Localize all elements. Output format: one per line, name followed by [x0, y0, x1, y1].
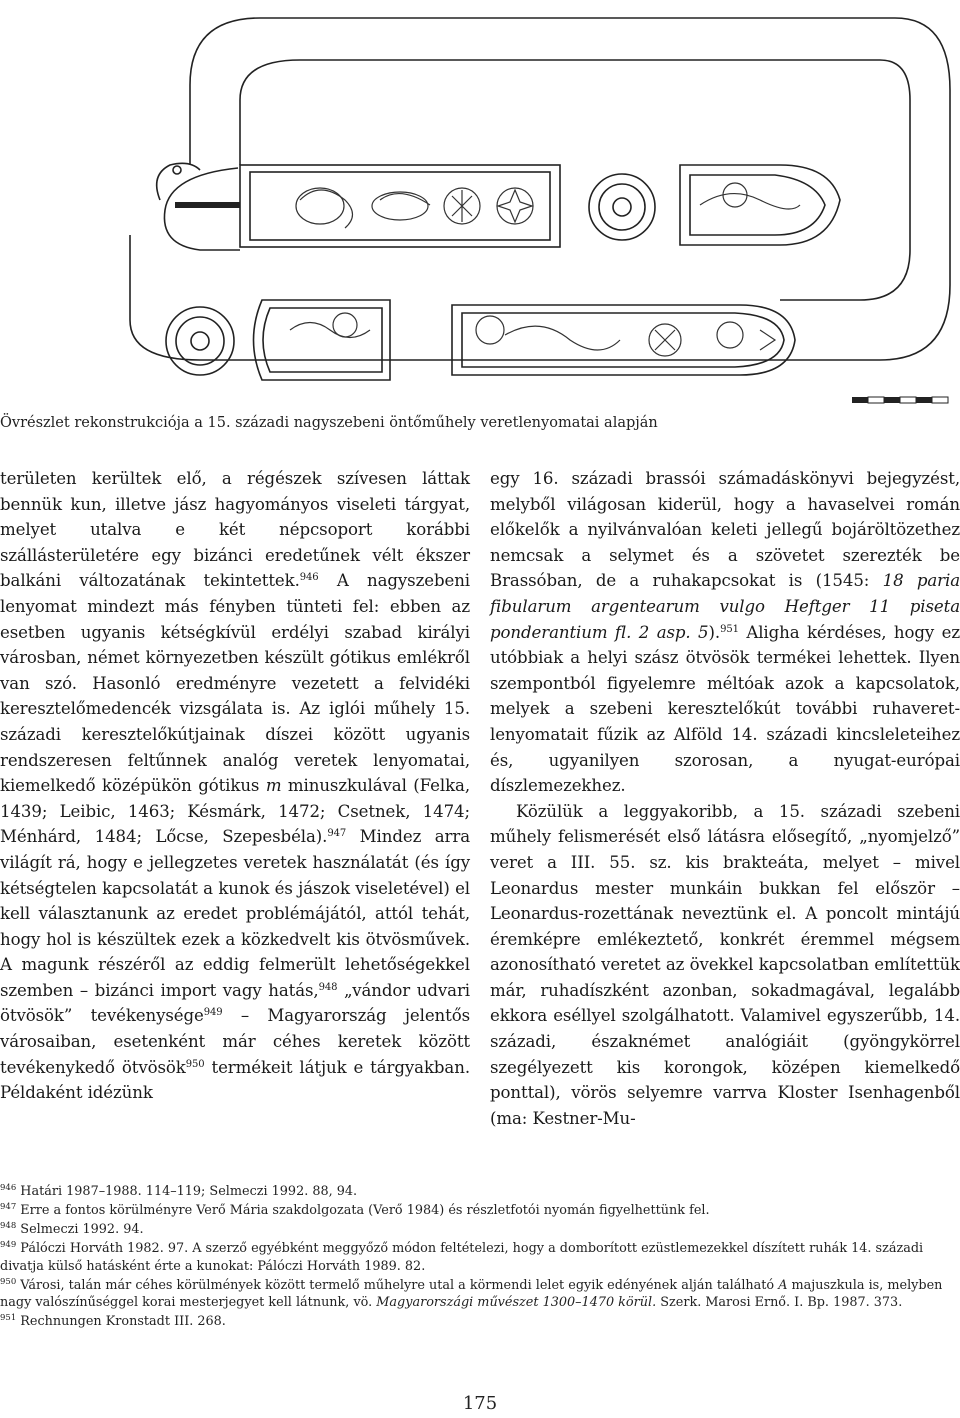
- footnote-text: Erre a fontos körülményre Verő Mária szakdolgozata (Verő 1984) és részletfotói nyomán figyelhettünk fel.: [16, 1203, 710, 1218]
- italic-text: 18 paria fibularum argentearum vulgo Heftger 11 piseta ponderantium fl. 2 asp. 5: [490, 571, 960, 642]
- footnote: [0, 1277, 960, 1312]
- text-run: Aligha kérdéses, hogy ez utóbbiak a helyi szász ötvösök termékei lehettek. Ilyen szempontból figyelemre méltóak azok a kapcsolatok, melyek a szebeni keresztelőkút további ruhaveret-lenyomatait fűzik az Alföld 14. századi kincsleleteihez és, ugyanilyen szorosan, a nyugat-európai díszlemezekhez.: [490, 622, 960, 796]
- footnote-ref[interactable]: 951: [720, 623, 739, 635]
- figure-caption: Övrészlet rekonstrukciója a 15. századi nagyszebeni öntőműhely veretlenyomatai alapján: [0, 415, 658, 431]
- footnote-number: 950: [0, 1276, 17, 1287]
- text-run: ).: [708, 622, 721, 642]
- paragraph: [490, 466, 960, 799]
- belt-reconstruction-figure: [0, 0, 960, 410]
- text-run: – Magyarország jelentős városaiban, esetenként már céhes keretek között tevékenykedő ötvösök: [0, 1006, 471, 1077]
- footnote-ref[interactable]: 948: [318, 981, 338, 993]
- right-column: [490, 466, 960, 1131]
- footnote-ref[interactable]: 949: [203, 1007, 223, 1019]
- footnote-text: Rechnungen Kronstadt III. 268.: [16, 1314, 226, 1329]
- footnote-text: Határi 1987–1988. 114–119; Selmeczi 1992. 88, 94.: [16, 1184, 358, 1199]
- paragraph: [0, 466, 470, 1106]
- text-run: A nagyszebeni lenyomat mindezt más fényben tünteti fel: ebben az esetben ugyanis kétségkívül erdélyi szabad királyi városban, német környezetben készült gótikus emlékről van szó. Hasonló eredményre vezetett a felvidéki keresztelőmedencék vizsgálata is. Az iglói műhely 15. századi keresztelőkútjainak díszei között ugyanis rendszeresen feltűnnek analóg veretek lenyomatai, kiemelkedő középükön gótikus: [0, 571, 470, 796]
- footnote-number: 951: [0, 1313, 17, 1323]
- footnote-number: 946: [0, 1183, 17, 1193]
- footnote: [0, 1221, 960, 1239]
- footnote-text: majuszkula is, melyben nagy valószínűséggel korai mesterjegyet kell látnunk, vö.: [0, 1277, 943, 1310]
- belt-drawing: [0, 0, 960, 410]
- footnote: [0, 1240, 960, 1275]
- italic-text: A: [778, 1277, 788, 1293]
- scale-bar: [852, 397, 948, 403]
- footnote: [0, 1183, 960, 1201]
- text-run: Mindez arra világít rá, hogy e jellegzetes veretek használatát (és így kétségtelen kapcsolatát a kunok és jászok viseletével) el kell választanunk az eredet problémájától, attól tehát, hogy hol is készültek ezek a közkedvelt kis ötvösművek. A magunk részéről az eddig felmerült lehetőségekkel szemben – bizánci import vagy hatás,: [0, 827, 470, 1000]
- text-run: területen kerültek elő, a régészek szívesen láttak bennük kun, illetve jász hagyományos viseleti tárgyat, melyet utalva e két népcsoport korábbi szállásterületére egy bizánci eredetűnek vélt ékszer balkáni változatának tekintettek.: [0, 469, 470, 591]
- footnote-ref[interactable]: 947: [327, 828, 347, 840]
- footnote: [0, 1202, 960, 1220]
- italic-text: Magyarországi művészet 1300–1470 körül.: [376, 1295, 657, 1310]
- footnote-text: Szerk. Marosi Ernő. I. Bp. 1987. 373.: [656, 1295, 903, 1310]
- footnote-number: 947: [0, 1202, 17, 1212]
- page-number: 175: [462, 1393, 498, 1414]
- paragraph: Közülük a leggyakoribb, a 15. századi szebeni műhely felismerését első látásra elősegítő, „nyomjelző” veret a III. 55. sz. kis brakteáta, melyet – mivel Leonardus mester munkáin bukkan fel először – Leonardus-rozettának neveztünk el. A poncolt mintájú éremképre emlékeztető, konkrét éremmel mégsem azonosítható veretet az övekkel kapcsolatban említettük már, ruhadíszként azonban, sokadmagával, legalább ekkora eséllyel szolgálhatott. Valamivel egyszerűbb, 14. századi, északnémet analógiáit (gyöngykörrel szegélyezett kis korongok, középen kiemelkedő ponttal), vörös selyemre varrva Kloster Isenhagenből (ma: Kestner-Mu-: [490, 801, 960, 1128]
- footnote-number: 948: [0, 1221, 17, 1231]
- footnote-text: Selmeczi 1992. 94.: [16, 1222, 144, 1237]
- left-column: [0, 466, 470, 1106]
- text-run: egy 16. századi brassói számadáskönyvi bejegyzést, melyből világosan kiderül, hogy a havaselvei román előkelők a nyilvánvalóan keleti jellegű bojáröltözethez nemcsak a selymet és a szövetet szerezték be Brassóban, de a ruhakapcsokat is (1545:: [490, 469, 960, 591]
- footnotes: [0, 1183, 960, 1332]
- text-run: „vándor udvari ötvösök” tevékenysége: [0, 980, 470, 1026]
- footnote-ref[interactable]: 950: [185, 1058, 205, 1070]
- text-run: termékeit látjuk e tárgyakban. Példaként idézünk: [0, 1057, 470, 1103]
- footnote: [0, 1313, 960, 1331]
- footnote-ref[interactable]: 946: [299, 572, 319, 584]
- italic-text: m: [265, 776, 282, 796]
- text-run: minuszkulával (Felka, 1439; Leibic, 1463; Késmárk, 1472; Csetnek, 1474; Ménhárd, 1484; Lőcse, Szepesbéla).: [0, 776, 470, 847]
- footnote-text: Pálóczi Horváth 1982. 97. A szerző egyébként meggyőző módon feltételezi, hogy a domborított ezüstlemezekkel díszített ruhák 14. századi divatja külső hatásként érte a kunokat: Pálóczi Horváth 1989. 82.: [0, 1241, 924, 1274]
- footnote-number: 949: [0, 1240, 17, 1250]
- footnote-text: Városi, talán már céhes körülmények között termelő műhelyre utal a körmendi lelet egyik edényének alján található: [16, 1277, 779, 1293]
